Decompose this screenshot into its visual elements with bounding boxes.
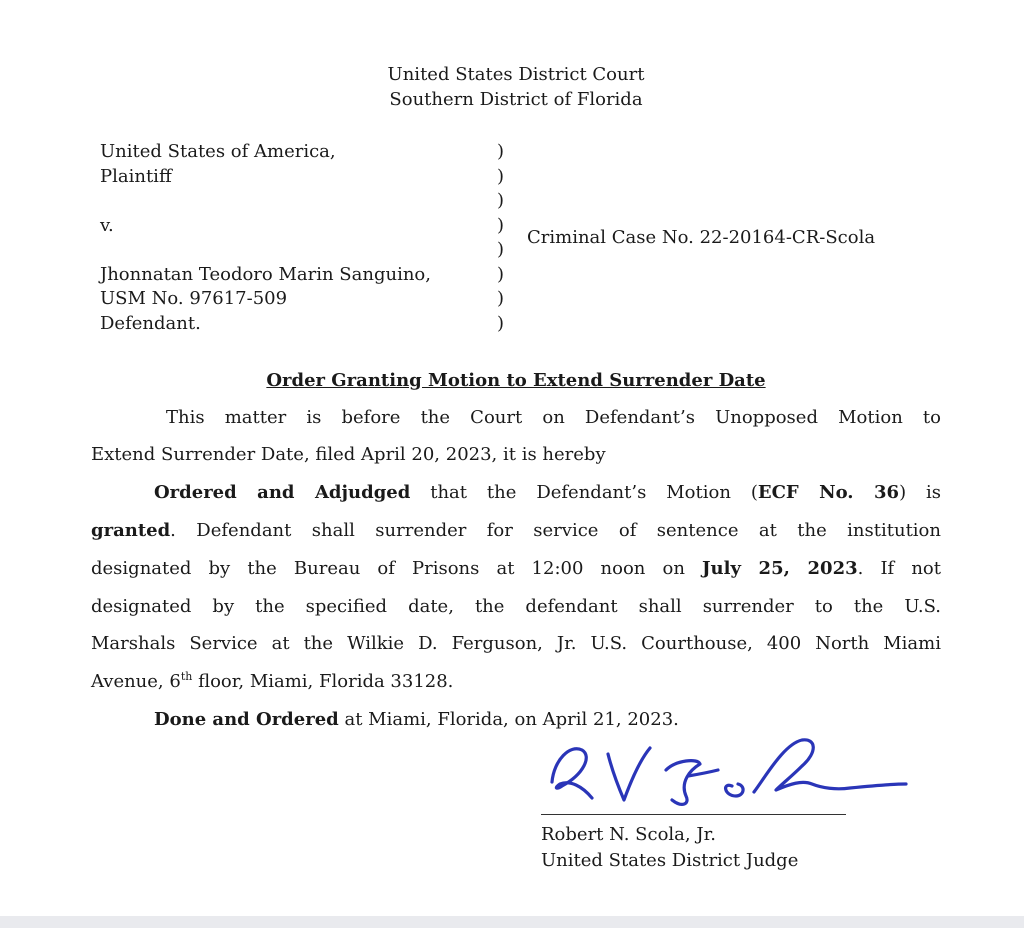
plaintiff-name: United States of America,	[100, 141, 336, 162]
ordered-adjudged-phrase: Ordered and Adjudged	[154, 482, 411, 503]
paragraph-line: designated by the specified date, the defendant shall surrender to the U.S.	[91, 596, 941, 617]
done-ordered-phrase: Done and Ordered	[154, 709, 339, 730]
ecf-reference: ECF No. 36	[757, 482, 900, 503]
signature-line	[541, 814, 846, 815]
court-district: Southern District of Florida	[389, 89, 643, 110]
defendant-usm-number: USM No. 97617-509	[100, 288, 288, 309]
caption-bracket-column	[497, 140, 504, 336]
plaintiff-role: Plaintiff	[100, 165, 172, 187]
case-number: Criminal Case No. 22-20164-CR-Scola	[527, 227, 876, 248]
paragraph-line: This matter is before the Court on Defendant’s Unopposed Motion to	[166, 407, 941, 428]
court-header	[0, 62, 1024, 112]
paragraph-line: Extend Surrender Date, filed April 20, 2023, it is hereby	[91, 444, 606, 465]
caption-bracket: )	[497, 141, 505, 162]
court-name: United States District Court	[387, 64, 645, 85]
page-bottom-edge	[0, 916, 1024, 928]
paragraph-line: Done and Ordered at Miami, Florida, on April 21, 2023.	[154, 709, 679, 730]
judge-title: United States District Judge	[541, 850, 799, 871]
caption-blank-line	[100, 238, 431, 263]
surrender-date: July 25, 2023	[702, 558, 858, 579]
caption-bracket: )	[497, 312, 505, 334]
caption-bracket: )	[497, 214, 505, 236]
order-title: Order Granting Motion to Extend Surrender Date	[266, 370, 766, 391]
caption-blank-line	[100, 189, 431, 214]
granted-word: granted	[91, 520, 171, 541]
paragraph-line: Avenue, 6th floor, Miami, Florida 33128.	[91, 670, 454, 692]
defendant-role: Defendant.	[100, 312, 201, 334]
caption-bracket: )	[497, 288, 505, 309]
caption-bracket: )	[497, 190, 505, 211]
caption-bracket: )	[497, 165, 505, 187]
caption-bracket: )	[497, 263, 505, 285]
paragraph-line: designated by the Bureau of Prisons at 12:00 noon on July 25, 2023. If not	[91, 558, 941, 579]
judge-block	[541, 822, 798, 874]
paragraph-line: Ordered and Adjudged that the Defendant’s Motion (ECF No. 36) is	[154, 482, 941, 503]
caption-bracket: )	[497, 239, 505, 260]
versus-label: v.	[100, 214, 114, 236]
case-caption-parties	[100, 140, 431, 336]
defendant-name: Jhonnatan Teodoro Marin Sanguino,	[100, 263, 431, 285]
judge-name: Robert N. Scola, Jr.	[541, 824, 716, 845]
judge-signature	[540, 730, 920, 814]
paragraph-line: granted. Defendant shall surrender for service of sentence at the institution	[91, 520, 941, 541]
paragraph-line: Marshals Service at the Wilkie D. Ferguson, Jr. U.S. Courthouse, 400 North Miami	[91, 633, 941, 654]
